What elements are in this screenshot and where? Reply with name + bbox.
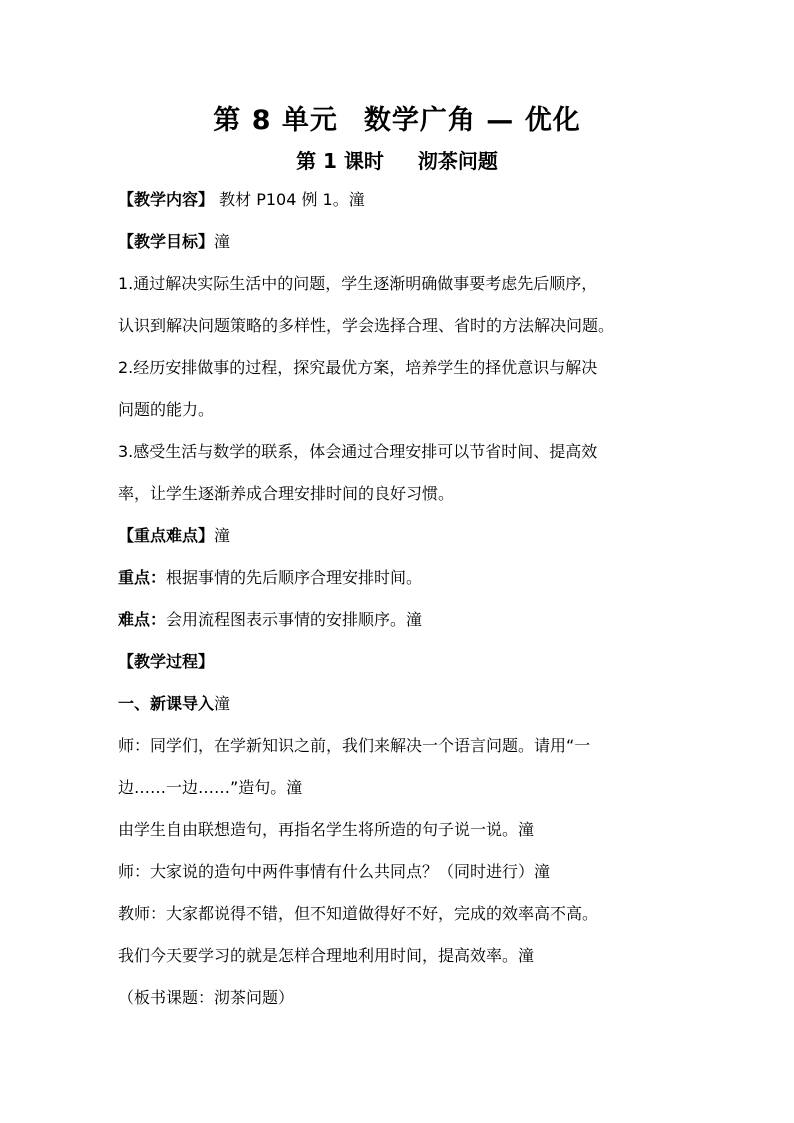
key-point-text: 根据事情的先后顺序合理安排时间。 [166,568,423,587]
difficult-point-mark: 潼 [406,610,423,629]
teaching-content-mark: 潼 [348,190,365,209]
objective-line: 3.感受生活与数学的联系，体会通过合理安排可以节省时间、提高效 [118,442,598,461]
process-line: 我们今天要学习的就是怎样合理地利用时间，提高效率。潼 [118,946,535,965]
unit-topic: 数学广角 — 优化 [363,105,581,136]
lesson-number: 第 1 课时 [296,149,384,173]
key-point-label: 重点： [118,568,167,587]
objective-line: 2.经历安排做事的过程，探究最优方案，培养学生的择优意识与解决 [118,358,598,377]
unit-title [0,98,794,137]
teaching-content [118,189,688,211]
difficult-point-line [118,609,688,631]
process-line: （板书课题：沏茶问题） [118,988,295,1007]
process-line: 教师：大家都说得不错，但不知道做得好不好，完成的效率高不高。 [118,904,599,923]
lesson-topic: 沏茶问题 [417,149,498,173]
lesson-title [0,145,794,174]
difficult-point-text: 会用流程图表示事情的安排顺序。 [166,610,407,629]
section-mark: 潼 [214,694,231,713]
teaching-content-label: 【教学内容】 [118,190,215,209]
objectives-label: 【教学目标】 [118,232,215,251]
key-points-label: 【重点难点】 [118,526,215,545]
objectives-mark: 潼 [214,232,231,251]
process-heading: 【教学过程】 [118,652,215,671]
objectives-heading [118,231,688,253]
objective-line: 率，让学生逐渐养成合理安排时间的良好习惯。 [118,484,455,503]
process-line: 由学生自由联想造句，再指名学生将所造的句子说一说。潼 [118,820,535,839]
process-line: 师：大家说的造句中两件事情有什么共同点？（同时进行）潼 [118,862,551,881]
objective-line: 认识到解决问题策略的多样性，学会选择合理、省时的方法解决问题。 [118,316,615,335]
key-points-heading [118,525,688,547]
objective-line: 1.通过解决实际生活中的问题，学生逐渐明确做事要考虑先后顺序， [118,274,598,293]
section-heading [118,693,688,715]
process-line: 边……一边……”造句。潼 [118,778,303,797]
section-title: 一、新课导入 [118,694,215,713]
objective-line: 问题的能力。 [118,400,215,419]
key-points-mark: 潼 [214,526,231,545]
process-line: 师：同学们，在学新知识之前，我们来解决一个语言问题。请用“一 [118,736,591,755]
difficult-point-label: 难点： [118,610,167,629]
unit-number: 第 8 单元 [213,105,338,136]
key-point-line [118,567,688,589]
teaching-content-text: 教材 P104 例 1。 [219,190,349,209]
